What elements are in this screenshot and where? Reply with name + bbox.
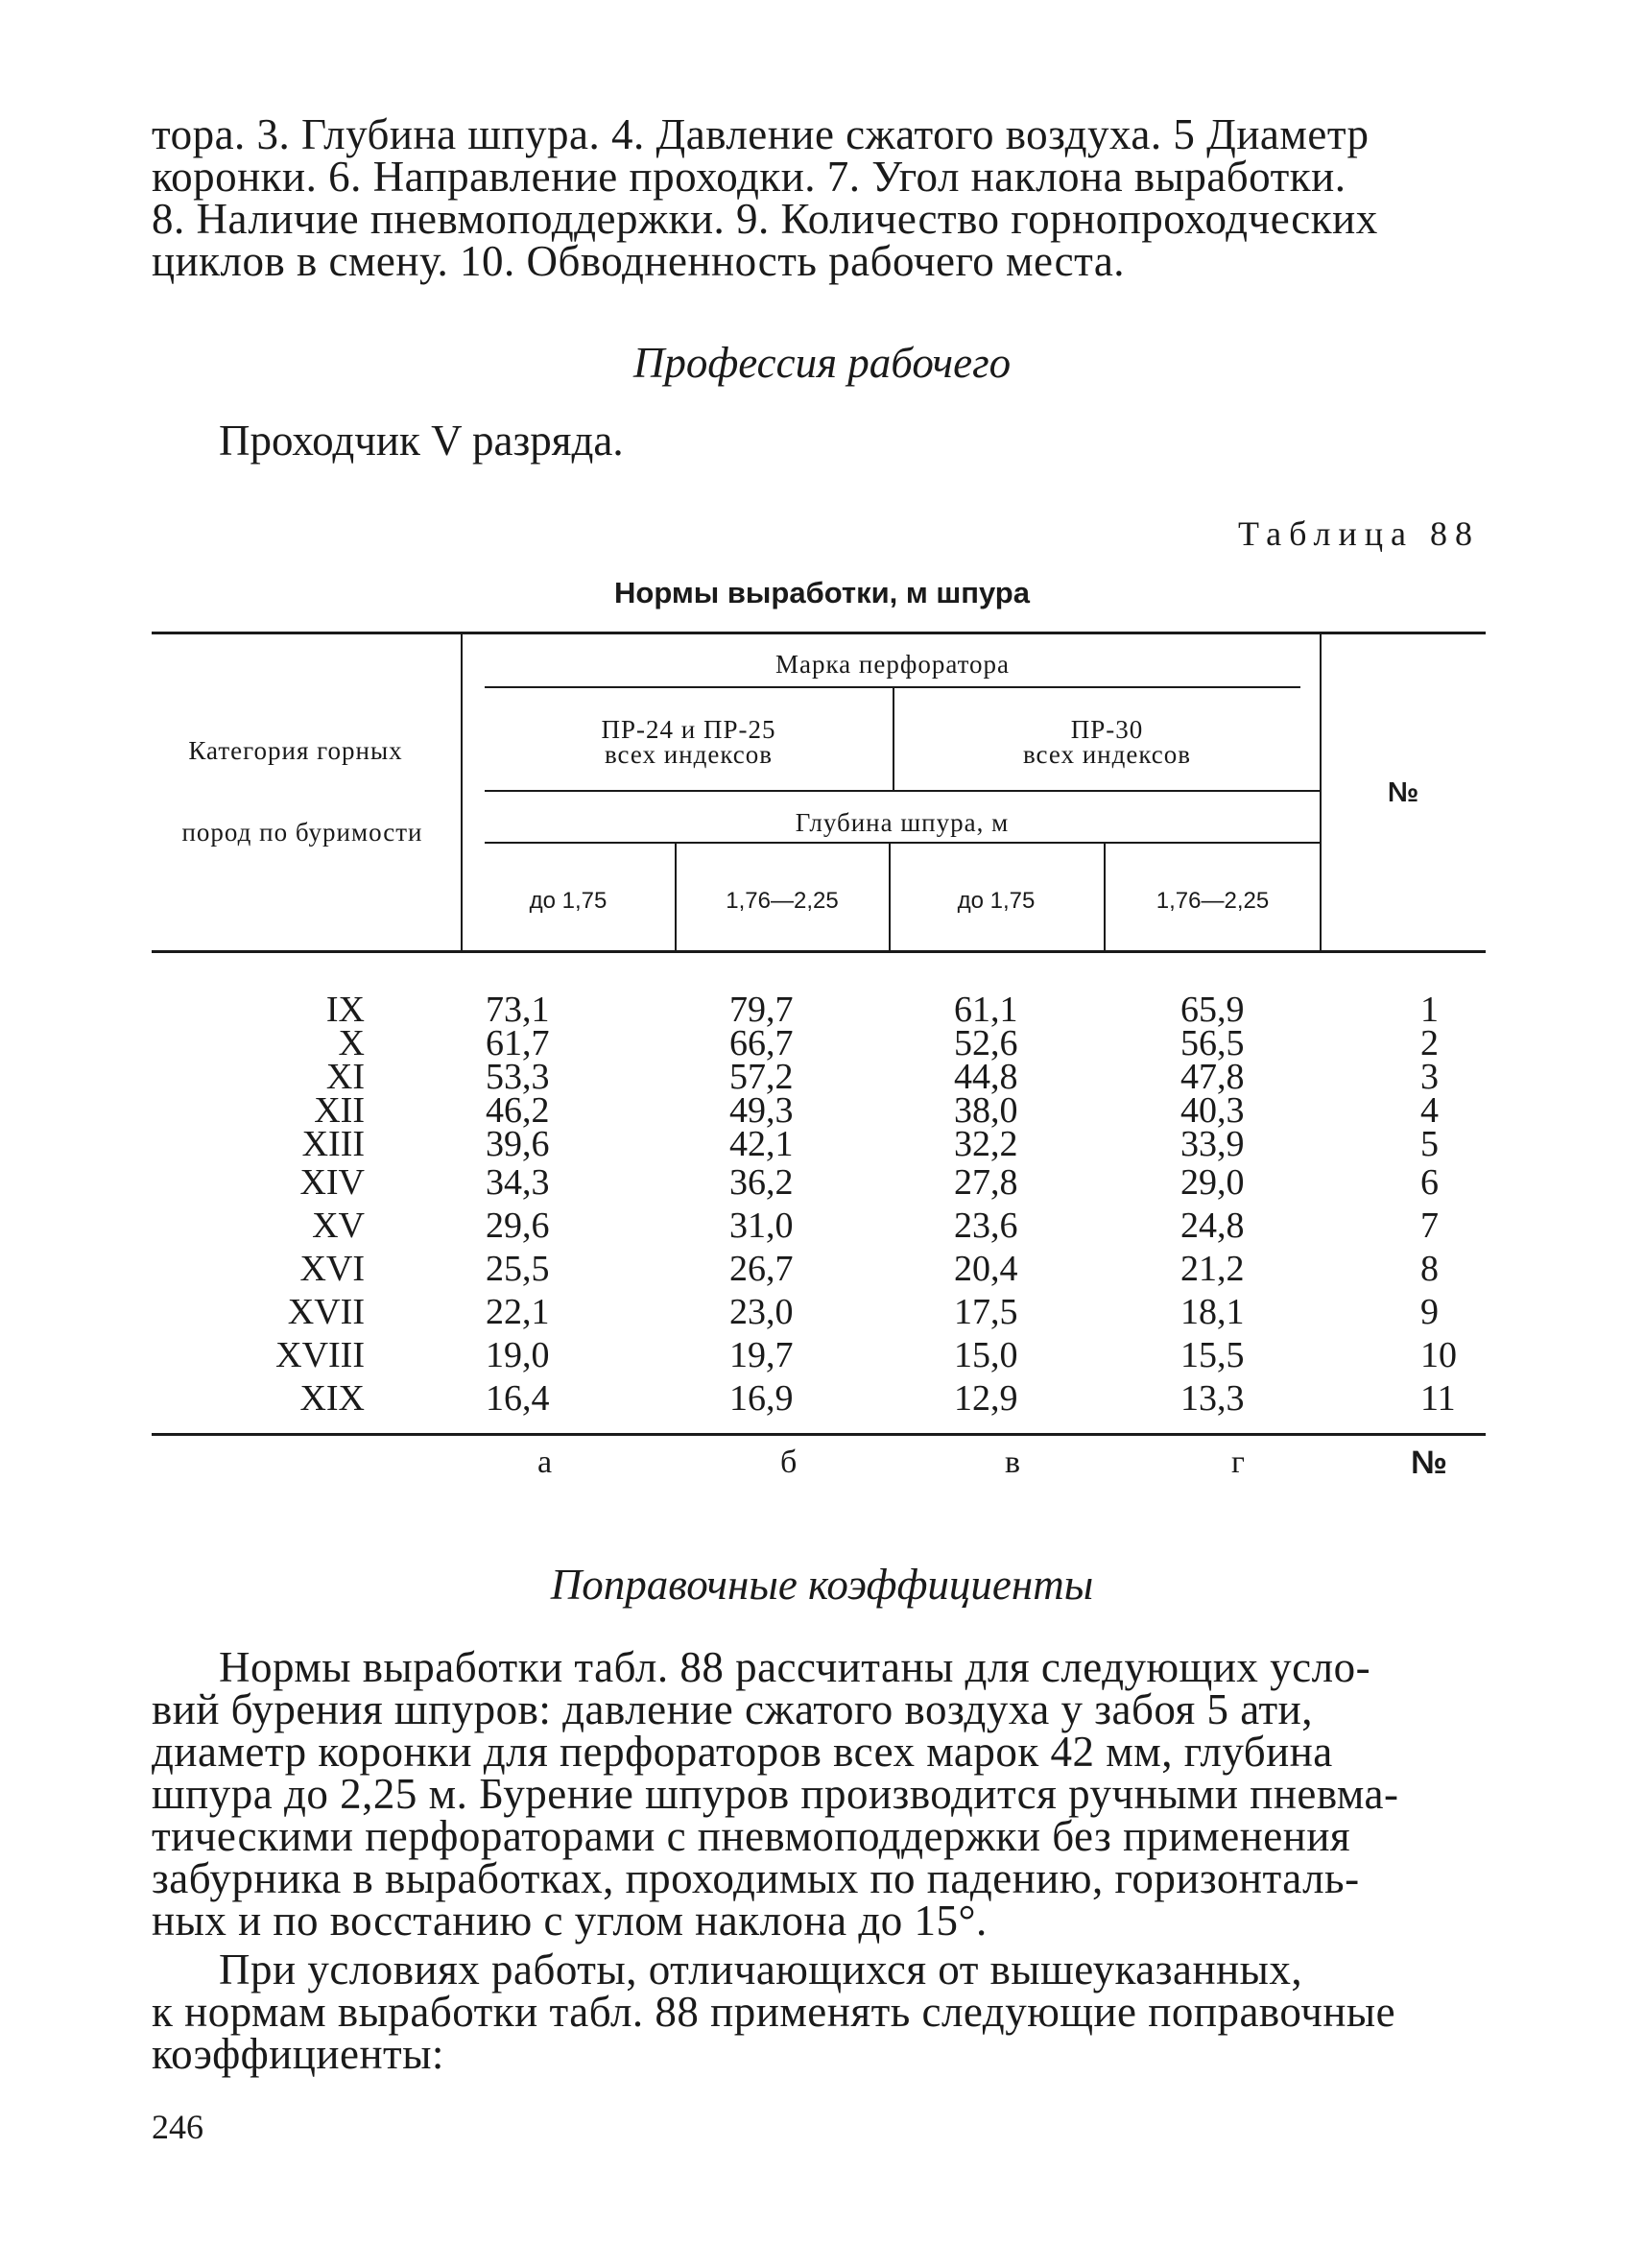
table-label: Таблица 88 — [1238, 514, 1480, 553]
coeff-line: ных и по восстанию с углом наклона до 15°. — [152, 1897, 988, 1945]
cell-n: 7 — [1420, 1206, 1439, 1246]
intro-paragraph — [152, 110, 1486, 285]
cell-cat: XVI — [299, 1249, 365, 1289]
cell-a: 29,6 — [486, 1206, 550, 1246]
cell-n: 3 — [1420, 1057, 1439, 1097]
cell-d: 33,9 — [1180, 1124, 1245, 1164]
cell-n: 10 — [1420, 1335, 1457, 1375]
coeff-line: вий бурения шпуров: давление сжатого воздуха у забоя 5 ати, — [152, 1685, 1314, 1733]
table-title: Нормы выработки, м шпура — [614, 576, 1030, 609]
cell-n: 8 — [1420, 1249, 1439, 1289]
group2-header-line1: ПР-30 — [1070, 715, 1144, 744]
cell-cat: XVIII — [275, 1335, 365, 1375]
cell-a: 39,6 — [486, 1124, 550, 1164]
col-a-header: до 1,75 — [529, 888, 608, 914]
coeff-paragraph-2 — [152, 1946, 1486, 2078]
coeff-line: При условиях работы, отличающихся от вышеуказанных, — [219, 1946, 1303, 1993]
category-header-line1: Категория горных — [188, 736, 403, 765]
footer-col-d: г — [1231, 1444, 1245, 1480]
coeff-heading: Поправочные коэффициенты — [550, 1561, 1094, 1609]
cell-cat: XIV — [299, 1162, 365, 1203]
coeff-line: шпура до 2,25 м. Бурение шпуров производится ручными пневма- — [152, 1770, 1399, 1818]
table-top-rule — [152, 632, 1486, 634]
cell-c: 32,2 — [954, 1124, 1018, 1164]
profession-text: Проходчик V разряда. — [219, 417, 624, 465]
cell-b: 31,0 — [729, 1206, 794, 1246]
cell-b: 23,0 — [729, 1292, 794, 1332]
coeff-line: к нормам выработки табл. 88 применять следующие поправочные — [152, 1988, 1396, 2036]
cell-cat: IX — [325, 990, 365, 1030]
cell-a: 61,7 — [486, 1023, 550, 1063]
cell-d: 18,1 — [1180, 1292, 1245, 1332]
group-underline — [485, 790, 1320, 792]
cell-cat: XI — [325, 1057, 365, 1097]
group1-header-line1: ПР-24 и ПР-25 — [601, 715, 776, 744]
table-bottom-rule — [152, 1433, 1486, 1436]
footer-col-c: в — [1005, 1444, 1021, 1480]
cell-n: 5 — [1420, 1124, 1439, 1164]
cell-c: 12,9 — [954, 1378, 1018, 1419]
cell-c: 44,8 — [954, 1057, 1018, 1097]
cell-b: 36,2 — [729, 1162, 794, 1203]
col-c-header: до 1,75 — [957, 888, 1036, 914]
page-number: 246 — [152, 2108, 203, 2146]
cell-n: 4 — [1420, 1090, 1439, 1131]
coeff-paragraph-1 — [152, 1643, 1486, 1945]
cell-a: 22,1 — [486, 1292, 550, 1332]
cell-b: 42,1 — [729, 1124, 794, 1164]
intro-line: 8. Наличие пневмоподдержки. 9. Количество горнопроходческих — [152, 195, 1378, 243]
cell-a: 16,4 — [486, 1378, 550, 1419]
cell-cat: X — [338, 1023, 365, 1063]
footer-col-b: б — [780, 1444, 798, 1480]
group1-header-line2: всех индексов — [604, 740, 774, 769]
coeff-line: тическими перфораторами с пневмоподдержки без применения — [152, 1812, 1351, 1860]
cell-a: 73,1 — [486, 990, 550, 1030]
cell-a: 34,3 — [486, 1162, 550, 1203]
cell-c: 52,6 — [954, 1023, 1018, 1063]
cell-c: 27,8 — [954, 1162, 1018, 1203]
cell-d: 29,0 — [1180, 1162, 1245, 1203]
depth-header: Глубина шпура, м — [795, 808, 1010, 837]
brand-header: Марка перфоратора — [774, 650, 1011, 679]
cell-b: 16,9 — [729, 1378, 794, 1419]
cell-b: 26,7 — [729, 1249, 794, 1289]
header-bottom-rule — [152, 950, 1486, 953]
cell-c: 38,0 — [954, 1090, 1018, 1131]
cell-b: 49,3 — [729, 1090, 794, 1131]
cell-cat: XII — [314, 1090, 365, 1131]
intro-line: тора. 3. Глубина шпура. 4. Давление сжатого воздуха. 5 Диаметр — [152, 110, 1370, 158]
cell-d: 24,8 — [1180, 1206, 1245, 1246]
cell-d: 21,2 — [1180, 1249, 1245, 1289]
no-header: № — [1387, 777, 1420, 808]
intro-line: циклов в смену. 10. Обводненность рабочего места. — [152, 237, 1126, 285]
cell-cat: XIX — [299, 1378, 365, 1419]
cell-n: 9 — [1420, 1292, 1439, 1332]
cell-b: 66,7 — [729, 1023, 794, 1063]
cell-n: 2 — [1420, 1023, 1439, 1063]
cell-b: 19,7 — [729, 1335, 794, 1375]
coeff-line: коэффициенты: — [152, 2030, 444, 2078]
cell-d: 13,3 — [1180, 1378, 1245, 1419]
cell-c: 17,5 — [954, 1292, 1018, 1332]
cell-d: 15,5 — [1180, 1335, 1245, 1375]
cell-cat: XIII — [301, 1124, 365, 1164]
cell-d: 56,5 — [1180, 1023, 1245, 1063]
footer-col-a: а — [537, 1444, 553, 1480]
coeff-line: диаметр коронки для перфораторов всех марок 42 мм, глубина — [152, 1728, 1333, 1776]
coeff-line: забурника в выработках, проходимых по падению, горизонталь- — [152, 1854, 1360, 1902]
col-d-header: 1,76—2,25 — [1156, 888, 1270, 914]
coeff-line: Нормы выработки табл. 88 рассчитаны для следующих усло- — [219, 1643, 1371, 1691]
cell-cat: XVII — [287, 1292, 365, 1332]
cell-c: 20,4 — [954, 1249, 1018, 1289]
footer-no: № — [1411, 1444, 1447, 1481]
cell-c: 15,0 — [954, 1335, 1018, 1375]
profession-heading: Профессия рабочего — [632, 339, 1012, 387]
cell-b: 57,2 — [729, 1057, 794, 1097]
cell-c: 23,6 — [954, 1206, 1018, 1246]
cell-a: 25,5 — [486, 1249, 550, 1289]
cell-n: 11 — [1420, 1378, 1456, 1419]
intro-line: коронки. 6. Направление проходки. 7. Угол наклона выработки. — [152, 153, 1346, 201]
cell-a: 53,3 — [486, 1057, 550, 1097]
col-b-header: 1,76—2,25 — [726, 888, 839, 914]
cell-d: 47,8 — [1180, 1057, 1245, 1097]
group2-header-line2: всех индексов — [1022, 740, 1192, 769]
cell-a: 19,0 — [486, 1335, 550, 1375]
cell-d: 40,3 — [1180, 1090, 1245, 1131]
cell-d: 65,9 — [1180, 990, 1245, 1030]
cell-n: 6 — [1420, 1162, 1439, 1203]
category-header-line2: пород по буримости — [181, 818, 423, 847]
cell-cat: XV — [312, 1206, 365, 1246]
cell-n: 1 — [1420, 990, 1439, 1030]
depth-underline — [485, 842, 1320, 844]
cell-b: 79,7 — [729, 990, 794, 1030]
cell-a: 46,2 — [486, 1090, 550, 1131]
cell-c: 61,1 — [954, 990, 1018, 1030]
